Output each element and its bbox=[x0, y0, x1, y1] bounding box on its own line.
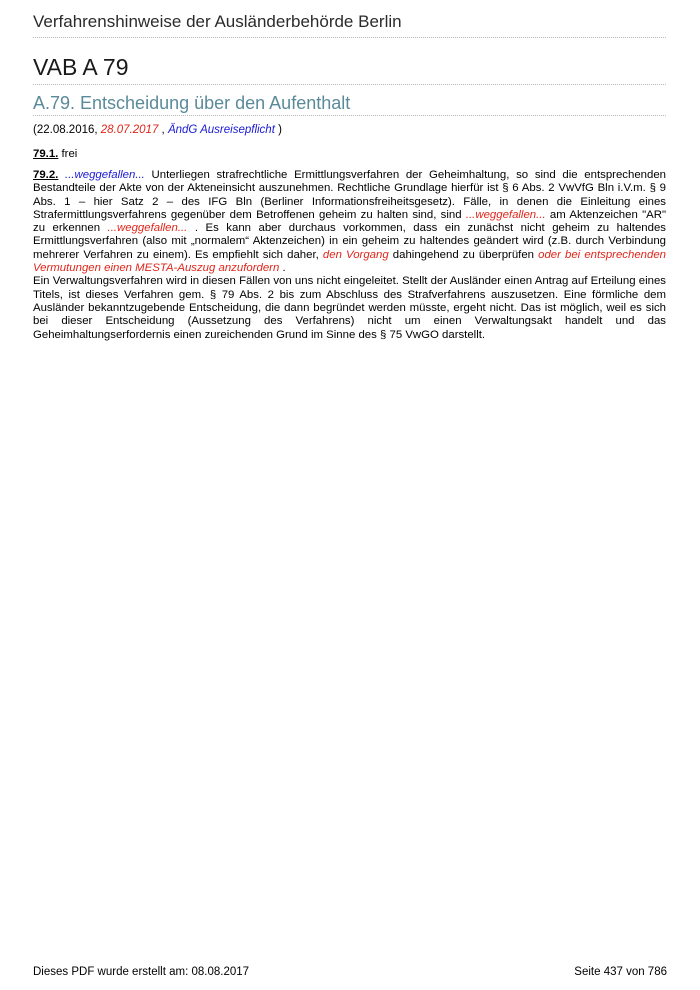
change-date-red: 28.07.2017 bbox=[100, 124, 159, 136]
section-divider bbox=[33, 115, 666, 116]
paragraph-text: frei bbox=[58, 148, 78, 160]
removed-text-marker: ...weggefallen... bbox=[65, 169, 145, 181]
paragraph-text: am Aktenzeichen "AR" zu erkennen bbox=[33, 208, 666, 235]
paragraph-text: dahingehend zu überprüfen bbox=[388, 248, 539, 261]
document-title: VAB A 79 bbox=[33, 54, 129, 80]
paragraph-text: Unterliegen strafrechtliche Ermittlungsverfahren der Geheimhaltung, so sind die entsprechenden Bestandteile der Akte von der Akteneinsicht auszunehmen. Rechtliche Grundlage hierfür ist § 6 Abs. 2 VwVfG Bln i.V.m. § 9 Abs. 1 – hier Satz 2 – des IFG Bln (Berliner Informationsfreiheitsgesetz). Fälle, in denen die Einleitung eines Strafermittlungsverfahrens gegenüber dem Betroffenen geheim zu halten sind, sind bbox=[33, 169, 667, 221]
dates-close: ) bbox=[274, 124, 282, 136]
title-divider bbox=[33, 84, 666, 85]
section-title: A.79. Entscheidung über den Aufenthalt bbox=[33, 93, 351, 113]
dates-open: (22.08.2016, bbox=[33, 124, 101, 136]
paragraph-number: 79.2. bbox=[33, 169, 59, 181]
paragraph-text: . Es kann aber durchaus vorkommen, dass ein zunächst nicht geheim zu haltendes Ermittlungsverfahren (also mit „normalem“ Aktenzeichen) in ein geheim zu haltendes geändert wird (z.B. durch Verbindung mehrerer Verfahren zu einem). Es empfiehlt sich daher, bbox=[33, 222, 666, 261]
version-dates bbox=[33, 124, 282, 136]
paragraph-text: Ein Verwaltungsverfahren wird in diesen Fällen von uns nicht eingeleitet. Stellt der Ausländer einen Antrag auf Erteilung eines Titels, ist dieses Verfahren gem. § 79 Abs. 2 bis zum Abschluss des Strafverfahrens auszusetzen. Eine förmliche dem Ausländer bekanntzugebende Entscheidung, die dann begründet werden müsste, ergeht nicht. Das ist möglich, weil es sich bei dieser Entscheidung (Aussetzung des Verfahrens) nicht um einen Verwaltungsakt handelt und das Geheimhaltungserfordernis einen zureichenden Grund im Sinne des § 75 VwGO darstellt. bbox=[33, 275, 666, 341]
site-title: Verfahrenshinweise der Ausländerbehörde Berlin bbox=[33, 12, 402, 31]
removed-text-marker: ...weggefallen... bbox=[465, 208, 546, 221]
change-law-link[interactable]: ÄndG Ausreisepflicht bbox=[167, 124, 275, 136]
amended-text: oder bei entsprechenden Vermutungen einen MESTA-Auszug anzufordern bbox=[33, 248, 667, 275]
dates-separator: , bbox=[158, 124, 168, 136]
header-divider bbox=[33, 37, 666, 38]
paragraph-79-1 bbox=[33, 148, 666, 161]
footer-page-number: Seite 437 von 786 bbox=[574, 966, 667, 978]
paragraph-79-2 bbox=[33, 169, 666, 342]
paragraph-number: 79.1. bbox=[33, 148, 59, 160]
footer-created-date: Dieses PDF wurde erstellt am: 08.08.2017 bbox=[33, 966, 250, 978]
removed-text-marker: ...weggefallen... bbox=[107, 222, 188, 235]
amended-text: den Vorgang bbox=[322, 248, 389, 261]
paragraph-text: . bbox=[279, 262, 286, 275]
